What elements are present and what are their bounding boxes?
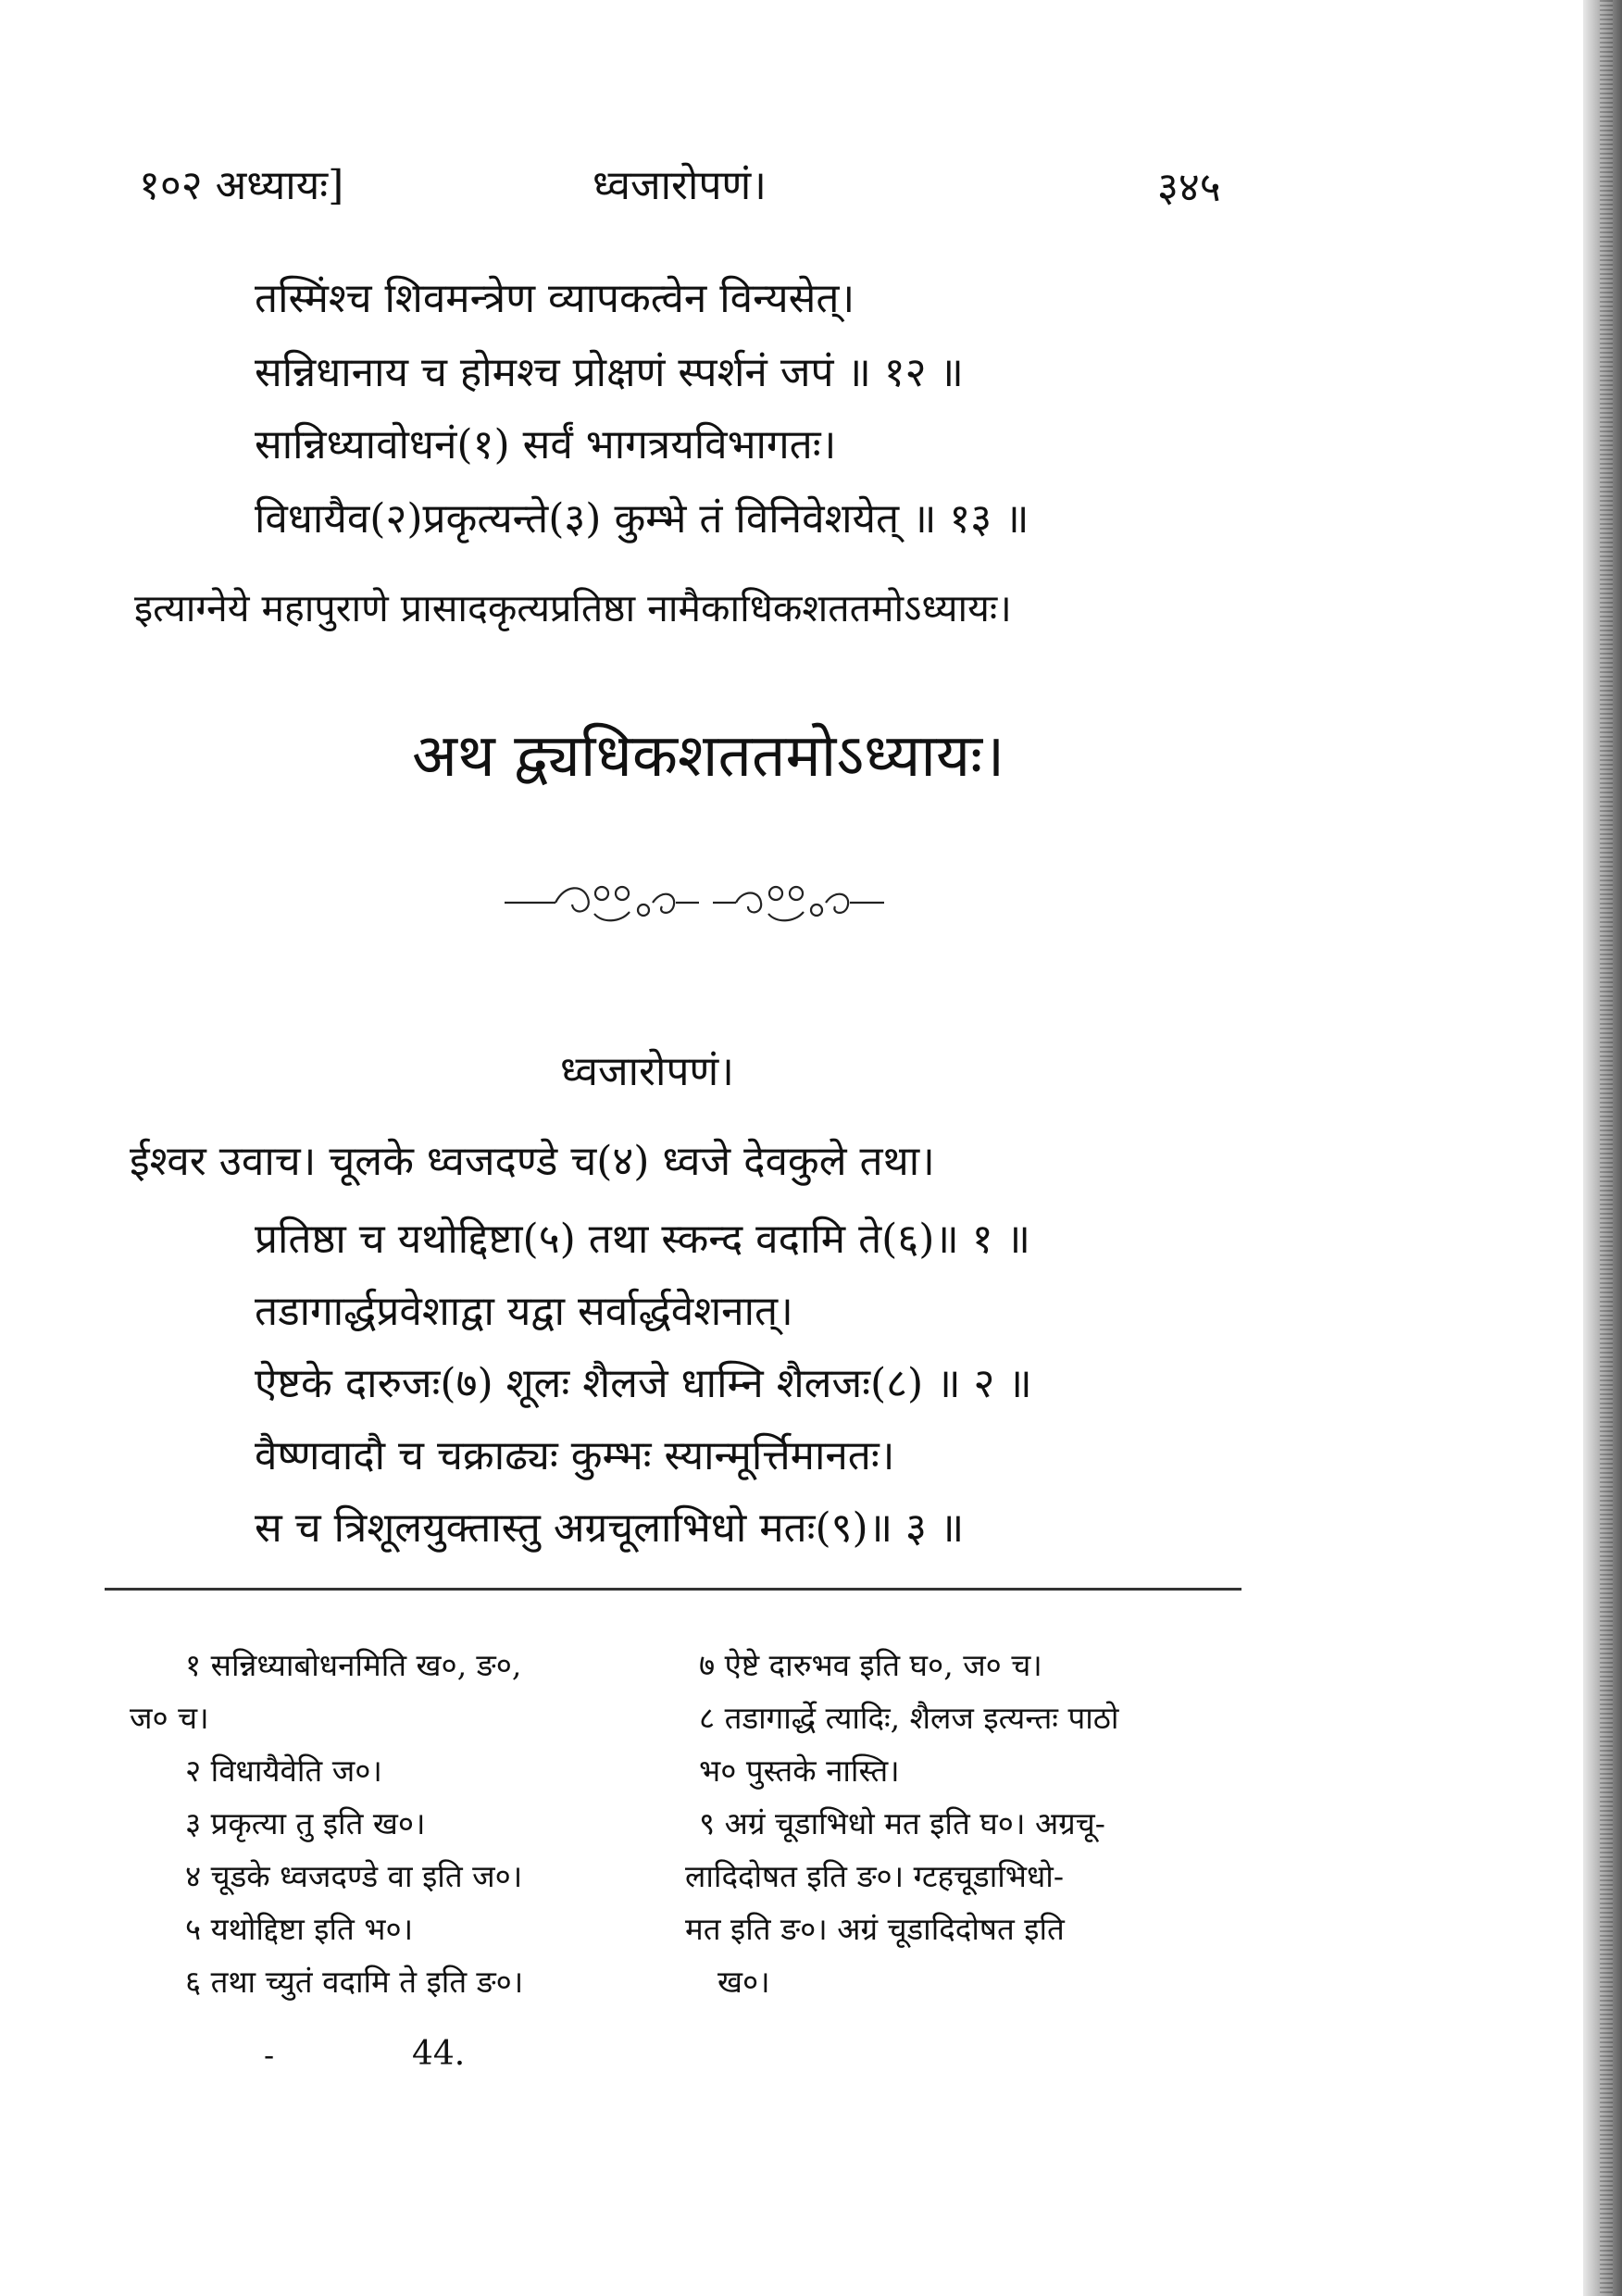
footnote-right: ७ ऐष्टे दारुभव इति घ०, ज० च। — [699, 1647, 1042, 1683]
verse-line: वैष्णवादौ च चक्राढ्यः कुम्भः स्यान्मूर्त्तिमानतः। — [255, 1432, 895, 1479]
header-center-title: ध्वजारोपणं। — [593, 162, 767, 209]
footnote-left: ज० च। — [130, 1700, 209, 1736]
footnote-left: ४ चूडके ध्वजदण्डे वा इति ज०। — [185, 1858, 523, 1894]
verse-line: प्रतिष्ठा च यथोद्दिष्टा(५) तथा स्कन्द वदामि ते(६)॥ १ ॥ — [255, 1216, 1030, 1263]
verse-line: सान्निध्यावोधनं(१) सर्वं भागत्रयविभागतः। — [255, 421, 837, 468]
footnote-right: ख०। — [717, 1964, 770, 2000]
chapter-title: अथ द्व्यधिकशततमोऽध्यायः। — [412, 722, 1005, 791]
verse-line: तडागार्द्धप्रवेशाद्वा यद्वा सर्वार्द्धवेशनात्। — [255, 1288, 793, 1335]
verse-line: सन्निधानाय च होमश्च प्रोक्षणं स्पर्शनं जपं ॥ १२ ॥ — [255, 349, 964, 396]
signature-dash: - — [264, 2037, 275, 2073]
verse-line: विधायैव(२)प्रकृत्यन्ते(३) कुम्भे तं विनिवेशयेत् ॥ १३ ॥ — [255, 495, 1029, 543]
verse-line: ऐष्टके दारुजः(७) शूलः शैलजे धाम्नि शैलजः(८) ॥ २ ॥ — [255, 1360, 1032, 1407]
verse-line: तस्मिंश्च शिवमन्त्रेण व्यापकत्वेन विन्यसेत्। — [255, 275, 855, 322]
footnote-right: ९ अग्रं चूडाभिधो मत इति घ०। अग्रचू- — [699, 1805, 1105, 1841]
footnote-right: भ० पुस्तके नास्ति। — [699, 1753, 900, 1789]
footnote-divider — [105, 1588, 1241, 1591]
verse-line: स च त्रिशूलयुक्तास्तु अग्रचूलाभिधो मतः(९)॥ ३ ॥ — [255, 1504, 965, 1552]
book-edge-texture — [1600, 0, 1613, 2296]
header-left-chapter-ref: १०२ अध्यायः] — [139, 162, 344, 209]
footnote-right: ८ तडागार्द्धे त्यादिः, शैलज इत्यन्तः पाठो — [699, 1700, 1119, 1736]
footnote-left: ३ प्रकृत्या तु इति ख०। — [185, 1805, 426, 1841]
verse-line: ईश्वर उवाच। चूलके ध्वजदण्डे च(४) ध्वजे देवकुले तथा। — [130, 1138, 935, 1185]
footnote-left: २ विधायैवेति ज०। — [185, 1753, 382, 1789]
footnote-left: ६ तथा च्युतं वदामि ते इति ङ०। — [185, 1964, 524, 2000]
chapter-colophon: इत्याग्नेये महापुराणे प्रासादकृत्यप्रतिष्ठा नामैकाधिकशततमोऽध्यायः। — [134, 586, 1012, 630]
footnote-right: मत इति ङ०। अग्रं चूडादिदोषत इति — [685, 1911, 1065, 1947]
footnote-left: १ सन्निध्याबोधनमिति ख०, ङ०, — [185, 1647, 522, 1683]
signature-mark: 44. — [412, 2035, 466, 2073]
section-title: ध्वजारोपणं। — [560, 1048, 734, 1095]
ornamental-divider — [500, 866, 889, 940]
footnote-right: लादिदोषत इति ङ०। ग्टहचूडाभिधो- — [685, 1858, 1064, 1894]
footnote-left: ५ यथोद्दिष्टा इति भ०। — [185, 1911, 414, 1947]
header-page-number: ३४५ — [1157, 164, 1221, 211]
